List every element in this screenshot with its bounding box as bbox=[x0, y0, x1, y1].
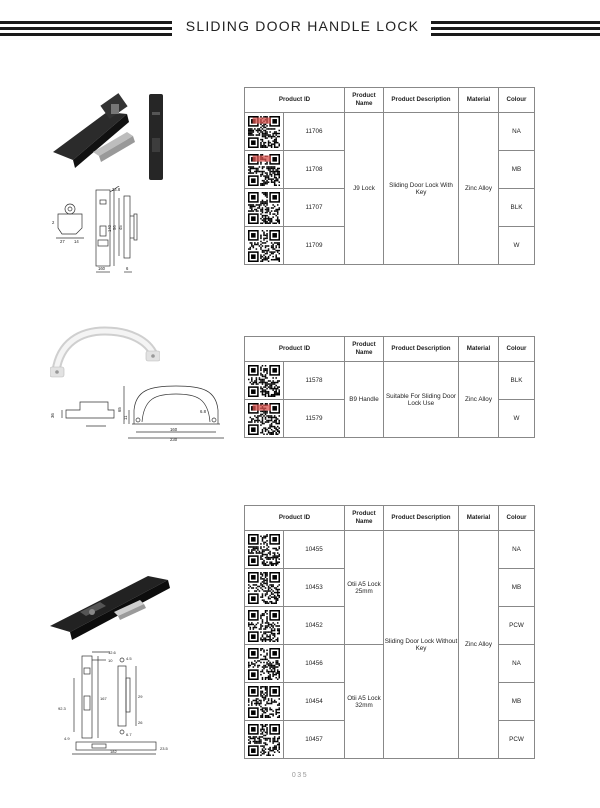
product-description-cell: Sliding Door Lock With Key bbox=[384, 113, 459, 265]
table-row bbox=[245, 362, 535, 400]
table-header-row bbox=[245, 337, 535, 362]
colour-cell: NA bbox=[499, 531, 535, 569]
page-number: 035 bbox=[291, 772, 309, 779]
product-id-cell: 10453 bbox=[284, 569, 345, 607]
qr-code-icon bbox=[248, 403, 280, 435]
product-description-cell: Sliding Door Lock Without Key bbox=[384, 531, 459, 759]
qr-code-cell bbox=[245, 531, 284, 569]
dim-label: 10 bbox=[108, 658, 113, 663]
material-cell: Zinc Alloy bbox=[459, 531, 499, 759]
qr-code-cell bbox=[245, 189, 284, 227]
dim-label: 6.7 bbox=[126, 732, 132, 737]
col-product-name: Product Name bbox=[345, 88, 384, 113]
product-id-cell: 11706 bbox=[284, 113, 345, 151]
product-id-cell: 11578 bbox=[284, 362, 345, 400]
qr-code-cell bbox=[245, 569, 284, 607]
qr-code-icon bbox=[248, 686, 280, 718]
qr-code-cell bbox=[245, 645, 284, 683]
product-id-cell: 11708 bbox=[284, 151, 345, 189]
j9-lock-technical-drawing bbox=[48, 186, 163, 276]
otii-a5-lock-spec-table bbox=[244, 505, 535, 759]
colour-cell: MB bbox=[499, 683, 535, 721]
product-id-cell: 10457 bbox=[284, 721, 345, 759]
product-id-cell: 11579 bbox=[284, 400, 345, 438]
col-colour: Colour bbox=[499, 337, 535, 362]
table-row bbox=[245, 531, 535, 569]
product-id-cell: 11709 bbox=[284, 227, 345, 265]
product-name-cell: J9 Lock bbox=[345, 113, 384, 265]
col-colour: Colour bbox=[499, 506, 535, 531]
dim-label: 6 bbox=[126, 266, 129, 271]
col-colour: Colour bbox=[499, 88, 535, 113]
colour-cell: BLK bbox=[499, 362, 535, 400]
col-product-name: Product Name bbox=[345, 337, 384, 362]
dim-label: 56 bbox=[112, 225, 117, 230]
table-header-row bbox=[245, 88, 535, 113]
col-product-id: Product ID bbox=[245, 337, 345, 362]
qr-code-cell bbox=[245, 721, 284, 759]
qr-code-icon bbox=[248, 154, 280, 186]
product-id-cell: 11707 bbox=[284, 189, 345, 227]
dim-label: 12.6 bbox=[108, 650, 116, 655]
qr-code-icon bbox=[248, 610, 280, 642]
qr-code-cell bbox=[245, 607, 284, 645]
product-name-cell: Otii A5 Lock 32mm bbox=[345, 645, 384, 759]
j9-lock-spec-table bbox=[244, 87, 535, 265]
qr-code-icon bbox=[248, 230, 280, 262]
otii-a5-lock-technical-drawing bbox=[52, 648, 172, 756]
dim-label: 4.9 bbox=[64, 736, 70, 741]
dim-label: 160 bbox=[98, 266, 105, 271]
dim-label: 45 bbox=[118, 225, 123, 230]
qr-code-icon bbox=[248, 648, 280, 680]
b9-handle-technical-drawing bbox=[50, 380, 235, 442]
header-stripes-right bbox=[431, 21, 600, 39]
col-product-name: Product Name bbox=[345, 506, 384, 531]
col-product-id: Product ID bbox=[245, 506, 345, 531]
dim-label: 2 bbox=[52, 220, 55, 225]
product-name-cell: B9 Handle bbox=[345, 362, 384, 438]
material-cell: Zinc Alloy bbox=[459, 362, 499, 438]
dim-label: 65 bbox=[117, 407, 122, 412]
dim-label: 230 bbox=[170, 437, 178, 442]
b9-handle-product-photo bbox=[50, 325, 160, 385]
col-product-description: Product Description bbox=[384, 506, 459, 531]
colour-cell: BLK bbox=[499, 189, 535, 227]
colour-cell: W bbox=[499, 227, 535, 265]
colour-cell: PCW bbox=[499, 607, 535, 645]
otii-a5-lock-product-photo bbox=[44, 566, 174, 646]
table-header-row bbox=[245, 506, 535, 531]
colour-cell: W bbox=[499, 400, 535, 438]
qr-code-cell bbox=[245, 683, 284, 721]
qr-code-cell bbox=[245, 227, 284, 265]
product-id-cell: 10456 bbox=[284, 645, 345, 683]
dim-label: 27 bbox=[60, 239, 65, 244]
qr-code-icon bbox=[248, 724, 280, 756]
col-product-id: Product ID bbox=[245, 88, 345, 113]
colour-cell: PCW bbox=[499, 721, 535, 759]
colour-cell: NA bbox=[499, 113, 535, 151]
dim-label: 24.8 bbox=[112, 187, 121, 192]
header-stripes-left bbox=[0, 21, 172, 39]
qr-code-icon bbox=[248, 192, 280, 224]
colour-cell: MB bbox=[499, 569, 535, 607]
table-row bbox=[245, 113, 535, 151]
qr-code-cell bbox=[245, 113, 284, 151]
qr-code-cell bbox=[245, 400, 284, 438]
dim-label: 11 bbox=[123, 415, 128, 420]
dim-label: 160 bbox=[170, 427, 178, 432]
dim-label: 140 bbox=[107, 225, 112, 232]
dim-label: 4.5 bbox=[126, 656, 132, 661]
qr-code-cell bbox=[245, 151, 284, 189]
product-id-cell: 10452 bbox=[284, 607, 345, 645]
product-description-cell: Suitable For Sliding Door Lock Use bbox=[384, 362, 459, 438]
dim-label: 182 bbox=[110, 749, 117, 754]
page-header bbox=[0, 0, 600, 60]
b9-handle-spec-table bbox=[244, 336, 535, 438]
dim-label: 14 bbox=[74, 239, 79, 244]
qr-code-icon bbox=[248, 116, 280, 148]
qr-code-icon bbox=[248, 572, 280, 604]
product-name-cell: Otii A5 Lock 25mm bbox=[345, 531, 384, 645]
dim-label: 6.8 bbox=[200, 409, 206, 414]
dim-label: 36 bbox=[50, 413, 55, 418]
dim-label: 167 bbox=[100, 696, 107, 701]
qr-code-icon bbox=[248, 365, 280, 397]
colour-cell: MB bbox=[499, 151, 535, 189]
col-material: Material bbox=[459, 88, 499, 113]
page-title: SLIDING DOOR HANDLE LOCK bbox=[185, 18, 420, 34]
colour-cell: NA bbox=[499, 645, 535, 683]
product-id-cell: 10454 bbox=[284, 683, 345, 721]
col-material: Material bbox=[459, 337, 499, 362]
col-product-description: Product Description bbox=[384, 337, 459, 362]
dim-label: 29 bbox=[138, 694, 143, 699]
col-material: Material bbox=[459, 506, 499, 531]
j9-lock-product-photo bbox=[45, 90, 180, 185]
dim-label: 92.3 bbox=[58, 706, 66, 711]
qr-code-icon bbox=[248, 534, 280, 566]
qr-code-cell bbox=[245, 362, 284, 400]
product-id-cell: 10455 bbox=[284, 531, 345, 569]
col-product-description: Product Description bbox=[384, 88, 459, 113]
material-cell: Zinc Alloy bbox=[459, 113, 499, 265]
dim-label: 26 bbox=[138, 720, 143, 725]
dim-label: 23.5 bbox=[160, 746, 168, 751]
